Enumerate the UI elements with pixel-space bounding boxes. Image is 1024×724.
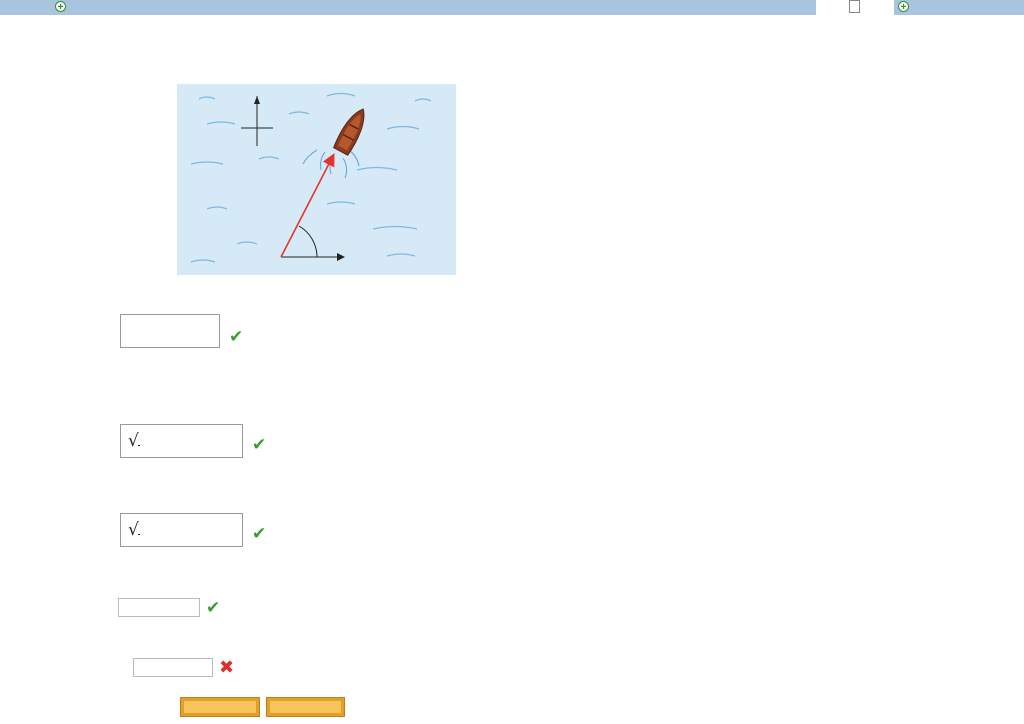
points-group — [55, 1, 82, 14]
check-icon: ✔ — [229, 327, 244, 347]
part-c-answer-box[interactable]: √ — [120, 513, 243, 547]
read-it-button[interactable] — [181, 698, 259, 716]
watch-it-button[interactable] — [267, 698, 344, 716]
part-a-answer-box[interactable] — [120, 314, 220, 348]
my-notes-button[interactable] — [816, 0, 894, 15]
answer-radicand — [138, 534, 140, 535]
answer-radicand — [138, 445, 140, 446]
plus-circle-icon[interactable]: + — [55, 1, 66, 12]
check-icon: ✔ — [252, 524, 267, 544]
angle-arc — [299, 226, 317, 257]
check-icon: ✔ — [252, 435, 267, 455]
boat-icon — [333, 105, 371, 156]
notes-page-icon — [849, 0, 860, 13]
speed-input[interactable] — [118, 598, 200, 617]
direction-input[interactable] — [133, 658, 213, 677]
river-figure — [177, 84, 456, 275]
boat-wake — [303, 150, 359, 178]
x-icon: ✖ — [219, 657, 235, 678]
plus-circle-icon: + — [898, 1, 909, 12]
ask-your-teacher-button[interactable] — [898, 1, 912, 14]
compass-icon — [241, 96, 273, 146]
question-header-bar — [0, 0, 1024, 15]
check-icon: ✔ — [206, 598, 221, 618]
river-diagram — [177, 84, 456, 275]
heading-arrow — [281, 156, 333, 257]
part-b-answer-box[interactable]: √ — [120, 424, 243, 458]
